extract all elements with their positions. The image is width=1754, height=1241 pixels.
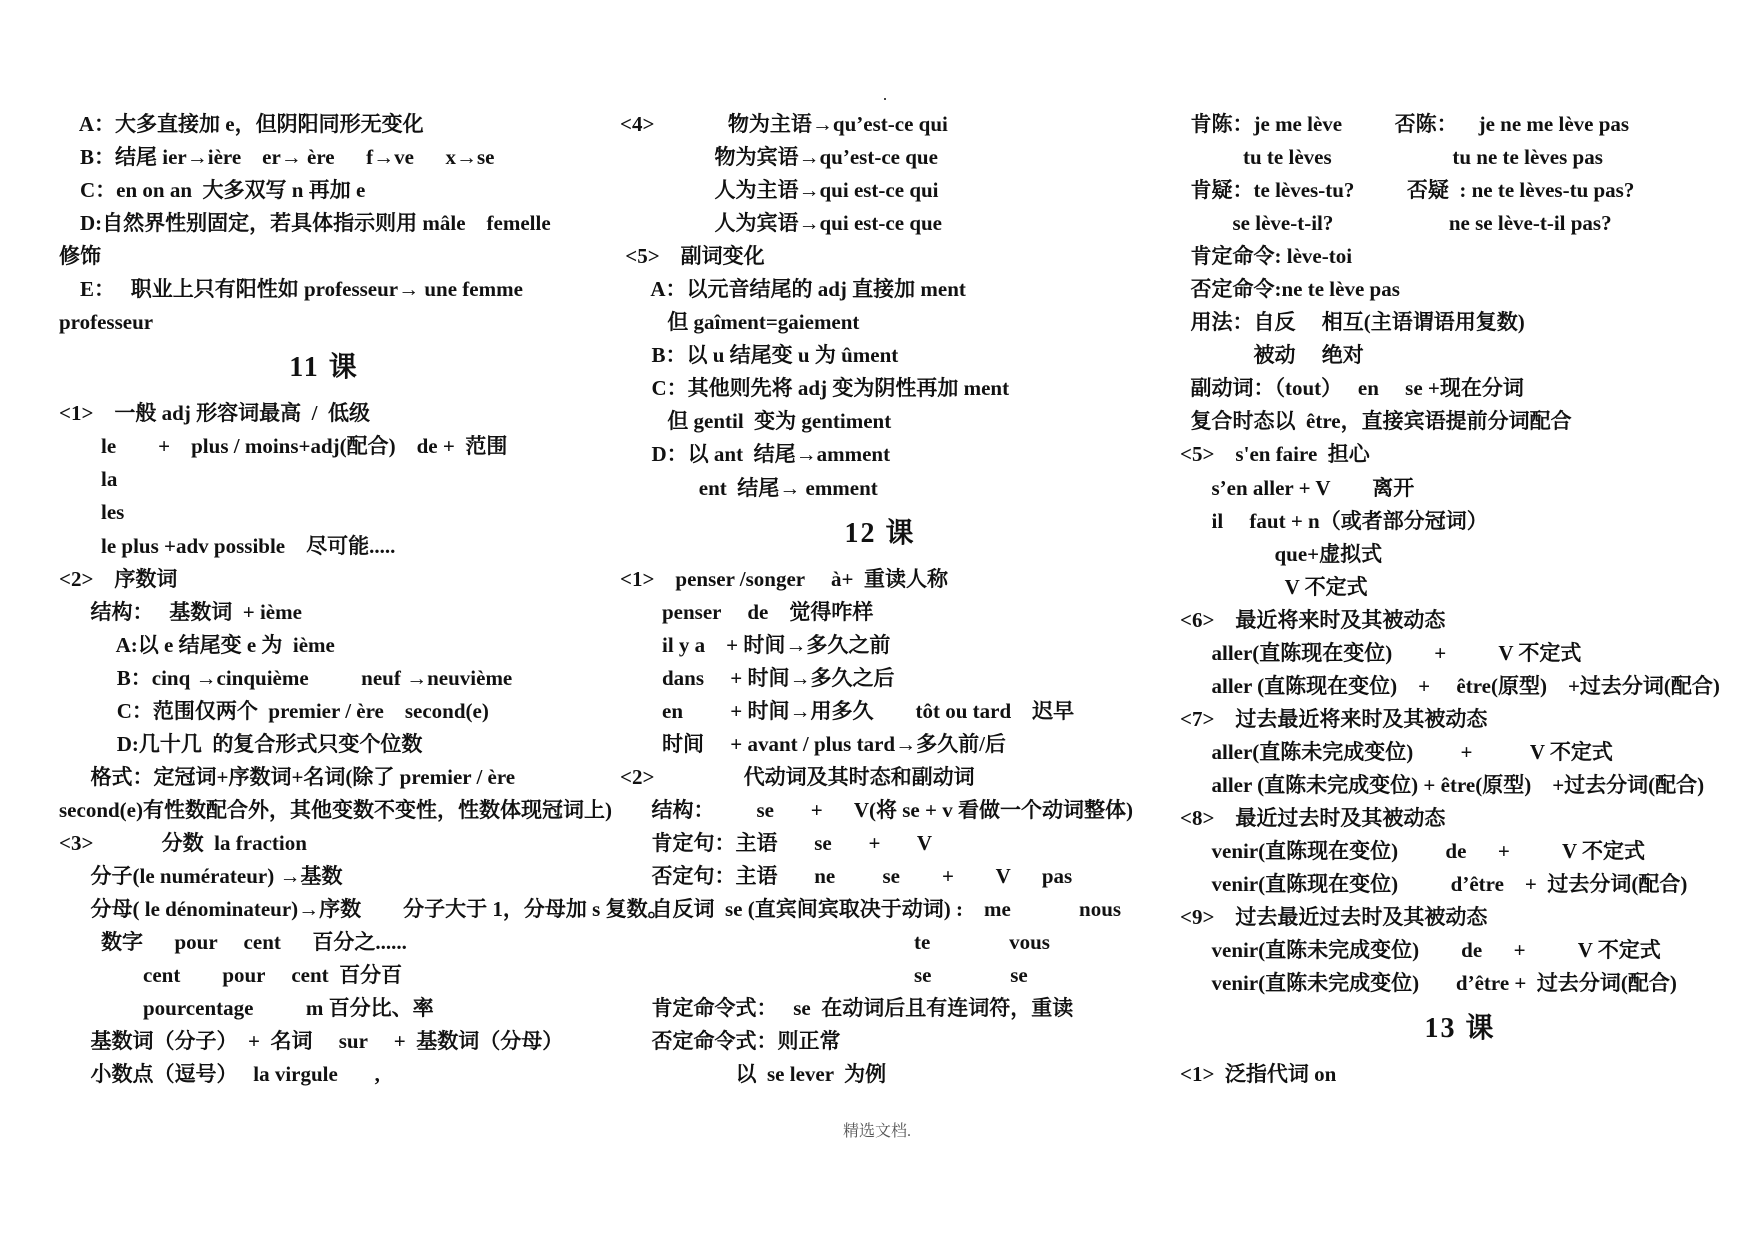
text-line: venir(直陈现在变位) d’être + 过去分词(配合) bbox=[1180, 872, 1688, 897]
text-line: <5> 副词变化 bbox=[620, 244, 765, 269]
text-line: ent 结尾→ emment bbox=[620, 475, 878, 500]
text-line: 时间 + avant / plus tard→多久前/后 bbox=[620, 731, 1006, 756]
text-line: 人为宾语→qui est-ce que bbox=[620, 211, 942, 236]
text-line: 复合时态以 être，直接宾语提前分词配合 bbox=[1180, 409, 1572, 434]
text-line: D：以 ant 结尾→amment bbox=[620, 442, 891, 467]
text-line: A：大多直接加 e，但阴阳同形无变化 bbox=[59, 112, 424, 136]
text-line: le + plus / moins+adj(配合) de + 范围 bbox=[59, 434, 508, 459]
column-2-block-a bbox=[620, 108, 1140, 505]
text-line: <7> 过去最近将来时及其被动态 bbox=[1180, 706, 1488, 731]
text-line: pourcentage m 百分比、率 bbox=[59, 996, 434, 1021]
text-line: 基数词（分子） + 名词 sur + 基数词（分母） bbox=[59, 1029, 564, 1054]
text-line: 被动 绝对 bbox=[1180, 343, 1364, 368]
column-1-block-b bbox=[59, 397, 669, 1091]
text-line: il faut + n（或者部分冠词） bbox=[1180, 508, 1488, 533]
text-line: 以 se lever 为例 bbox=[620, 1062, 887, 1087]
text-line: 数字 pour cent 百分之...... bbox=[59, 930, 407, 955]
text-line: en + 时间→用多久 tôt ou tard 迟早 bbox=[620, 698, 1075, 723]
text-line: C：范围仅两个 premier / ère second(e) bbox=[59, 698, 489, 723]
text-line: 肯疑：te lèves-tu? 否疑 : ne te lèves-tu pas? bbox=[1180, 178, 1635, 203]
text-line: il y a + 时间→多久之前 bbox=[620, 632, 891, 657]
lesson-12-heading: 12 课 bbox=[844, 517, 916, 549]
text-line: que+虚拟式 bbox=[1180, 541, 1383, 566]
column-2-block-b bbox=[620, 563, 1140, 1092]
stray-dot bbox=[884, 98, 886, 100]
text-line: les bbox=[59, 500, 125, 525]
text-line: la bbox=[59, 467, 118, 492]
column-2 bbox=[620, 108, 1140, 1091]
text-line: A:以 e 结尾变 e 为 ième bbox=[59, 632, 335, 657]
text-line: professeur bbox=[59, 310, 154, 335]
text-line: 否定命令式：则正常 bbox=[620, 1029, 841, 1054]
text-line: <6> 最近将来时及其被动态 bbox=[1180, 607, 1446, 632]
text-line: E： 职业上只有阳性如 professeur→ une femme bbox=[59, 277, 523, 302]
text-line: C：en on an 大多双写 n 再加 e bbox=[59, 178, 366, 203]
text-line: 修饰 bbox=[59, 244, 101, 269]
text-line: 结构： se + V(将 se + v 看做一个动词整体) bbox=[620, 797, 1133, 822]
text-line: 肯定命令式： se 在动词后且有连词符，重读 bbox=[620, 996, 1074, 1021]
text-line: aller(直陈现在变位) + V 不定式 bbox=[1180, 640, 1582, 665]
text-line: 否定命令:ne te lève pas bbox=[1180, 277, 1400, 302]
lesson-13-heading: 13 课 bbox=[1424, 1013, 1496, 1045]
text-line: dans + 时间→多久之后 bbox=[620, 665, 895, 690]
column-3 bbox=[1180, 108, 1740, 1091]
text-line: aller (直陈现在变位) + être(原型) +过去分词(配合) bbox=[1180, 673, 1720, 698]
text-line: 但 gaîment=gaiement bbox=[620, 310, 860, 335]
text-line: D:自然界性别固定，若具体指示则用 mâle femelle bbox=[59, 211, 551, 236]
text-line: 人为主语→qui est-ce qui bbox=[620, 178, 939, 203]
text-line: 分子(le numérateur) →基数 bbox=[59, 863, 343, 888]
text-line: 结构： 基数词 + ième bbox=[59, 599, 302, 624]
text-line: venir(直陈未完成变位) d’être + 过去分词(配合) bbox=[1180, 971, 1677, 996]
text-line: 格式：定冠词+序数词+名词(除了 premier / ère bbox=[59, 764, 516, 789]
text-line: penser de 觉得咋样 bbox=[620, 599, 874, 624]
text-line: <2> 序数词 bbox=[59, 566, 178, 591]
text-line: <5> s'en faire 担心 bbox=[1180, 442, 1370, 467]
text-line: <2> 代动词及其时态和副动词 bbox=[620, 764, 975, 789]
lesson-11-heading: 11 课 bbox=[289, 352, 359, 384]
text-line: <1> penser /songer à+ 重读人称 bbox=[620, 566, 948, 591]
text-line: B：结尾 ier→ière er→ ère f→ve x→se bbox=[59, 145, 495, 170]
text-line: D:几十几 的复合形式只变个位数 bbox=[59, 731, 423, 756]
column-3-block-b bbox=[1180, 1058, 1740, 1091]
text-line: 自反词 se (直宾间宾取决于动词) : me nous bbox=[620, 897, 1122, 922]
text-line: se se bbox=[620, 963, 1028, 988]
text-line: aller(直陈未完成变位) + V 不定式 bbox=[1180, 739, 1613, 764]
text-line: <3> 分数 la fraction bbox=[59, 830, 307, 855]
text-line: <9> 过去最近过去时及其被动态 bbox=[1180, 905, 1488, 930]
text-line: 小数点（逗号） la virgule , bbox=[59, 1062, 380, 1087]
text-line: te vous bbox=[620, 930, 1050, 955]
text-line: 但 gentil 变为 gentiment bbox=[620, 409, 892, 434]
column-1 bbox=[59, 108, 669, 1091]
text-line: 肯定命令: lève-toi bbox=[1180, 244, 1353, 269]
text-line: aller (直陈未完成变位) + être(原型) +过去分词(配合) bbox=[1180, 772, 1705, 797]
text-line: A：以元音结尾的 adj 直接加 ment bbox=[620, 277, 966, 302]
text-line: B：cinq →cinquième neuf →neuvième bbox=[59, 665, 513, 690]
column-3-block-a bbox=[1180, 108, 1740, 1000]
text-line: s’en aller + V 离开 bbox=[1180, 475, 1415, 500]
text-line: venir(直陈未完成变位) de + V 不定式 bbox=[1180, 938, 1661, 963]
text-line: V 不定式 bbox=[1180, 574, 1368, 599]
text-line: 否定句：主语 ne se + V pas bbox=[620, 863, 1073, 888]
text-line: 肯定句：主语 se + V bbox=[620, 830, 932, 855]
text-line: 用法：自反 相互(主语谓语用复数) bbox=[1180, 310, 1525, 335]
text-line: B：以 u 结尾变 u 为 ûment bbox=[620, 343, 899, 368]
text-line: <8> 最近过去时及其被动态 bbox=[1180, 805, 1446, 830]
column-1-block-a bbox=[59, 108, 589, 339]
text-line: tu te lèves tu ne te lèves pas bbox=[1180, 145, 1603, 170]
text-line: venir(直陈现在变位) de + V 不定式 bbox=[1180, 839, 1646, 864]
text-line: le plus +adv possible 尽可能..... bbox=[59, 533, 396, 558]
text-line: 分母( le dénominateur)→序数 分子大于 1，分母加 s 复数。 bbox=[59, 897, 669, 922]
text-line: 肯陈：je me lève 否陈： je ne me lève pas bbox=[1180, 112, 1630, 136]
page-footer: 精选文档. bbox=[842, 1123, 911, 1140]
text-line: <4> 物为主语→qu’est-ce qui bbox=[620, 112, 948, 136]
text-line: 副动词：（tout） en se +现在分词 bbox=[1180, 376, 1524, 401]
text-line: second(e)有性数配合外，其他变数不变性，性数体现冠词上) bbox=[59, 797, 612, 822]
text-line: <1> 一般 adj 形容词最高 / 低级 bbox=[59, 401, 370, 426]
text-line: cent pour cent 百分百 bbox=[59, 963, 403, 988]
text-line: 物为宾语→qu’est-ce que bbox=[620, 145, 938, 170]
text-line: <1> 泛指代词 on bbox=[1180, 1062, 1337, 1087]
text-line: se lève-t-il? ne se lève-t-il pas? bbox=[1180, 211, 1612, 236]
text-line: C：其他则先将 adj 变为阴性再加 ment bbox=[620, 376, 1010, 401]
